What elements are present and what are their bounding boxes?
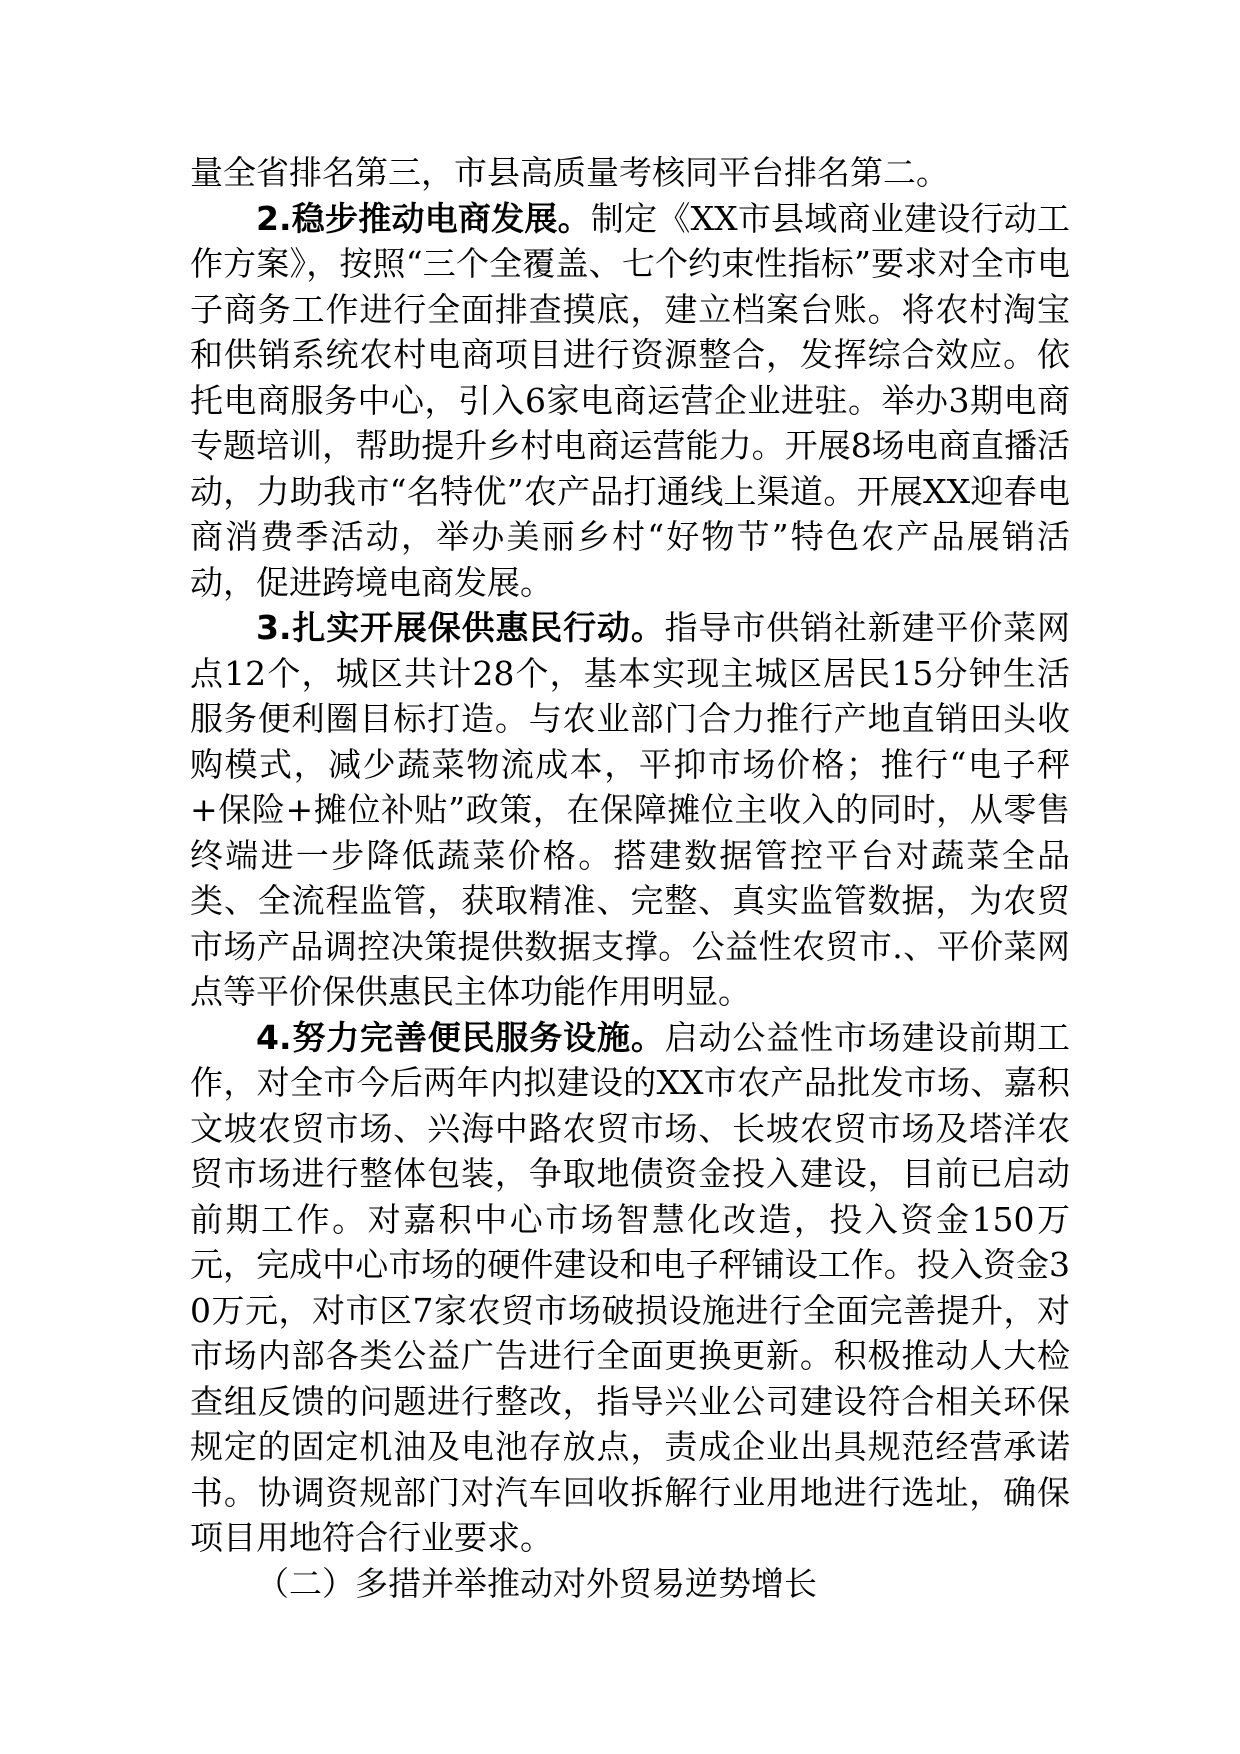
paragraph-continuation [190,150,1070,196]
paragraph-supply [190,605,1070,1015]
section-heading-trade [190,1561,1070,1607]
paragraph-heading: 3.扎实开展保供惠民行动。 [256,608,665,647]
section-heading-text: （二）多措并举推动对外贸易逆势增长 [256,1563,817,1603]
document-page [190,150,1070,1606]
paragraph-heading: 2.稳步推动电商发展。 [256,198,591,238]
paragraph-text: 制定《XX市县域商业建设行动工作方案》，按照“三个全覆盖、七个约束性指标”要求对全市电子商务工作进行全面排查摸底，建立档案台账。将农村淘宝和供销系统农村电商项目进行资源整合，发挥综合效应。依托电商服务中心，引入6家电商运营企业进驻。举办3期电商专题培训，帮助提升乡村电商运营能力。开展8场电商直播活动，力助我市“名特优”农产品打通线上渠道。开展XX迎春电商消费季活动，举办美丽乡村“好物节”特色农产品展销活动，促进跨境电商发展。 [190,198,1070,602]
paragraph-facilities [190,1015,1070,1561]
paragraph-text: 量全省排名第三，市县高质量考核同平台排名第二。 [190,153,949,192]
paragraph-ecommerce [190,196,1070,606]
paragraph-text: 启动公益性市场建设前期工作，对全市今后两年内拟建设的XX市农产品批发市场、嘉积文坡农贸市场、兴海中路农贸市场、长坡农贸市场及塔洋农贸市场进行整体包装，争取地债资金投入建设，目前已启动前期工作。对嘉积中心市场智慧化改造，投入资金150万元，完成中心市场的硬件建设和电子秤铺设工作。投入资金30万元，对市区7家农贸市场破损设施进行全面完善提升，对市场内部各类公益广告进行全面更换更新。积极推动人大检查组反馈的问题进行整改，指导兴业公司建设符合相关环保规定的固定机油及电池存放点，责成企业出具规范经营承诺书。协调资规部门对汽车回收拆解行业用地进行选址，确保项目用地符合行业要求。 [190,1017,1070,1557]
paragraph-heading: 4.努力完善便民服务设施。 [256,1017,665,1057]
paragraph-text: 指导市供销社新建平价菜网点12个，城区共计28个，基本实现主城区居民15分钟生活服务便利圈目标打造。与农业部门合力推行产地直销田头收购模式，减少蔬菜物流成本，平抑市场价格；推行“电子秤+保险+摊位补贴”政策，在保障摊位主收入的同时，从零售终端进一步降低蔬菜价格。搭建数据管控平台对蔬菜全品类、全流程监管，获取精准、完整、真实监管数据，为农贸市场产品调控决策提供数据支撑。公益性农贸市.、平价菜网点等平价保供惠民主体功能作用明显。 [190,608,1070,1011]
